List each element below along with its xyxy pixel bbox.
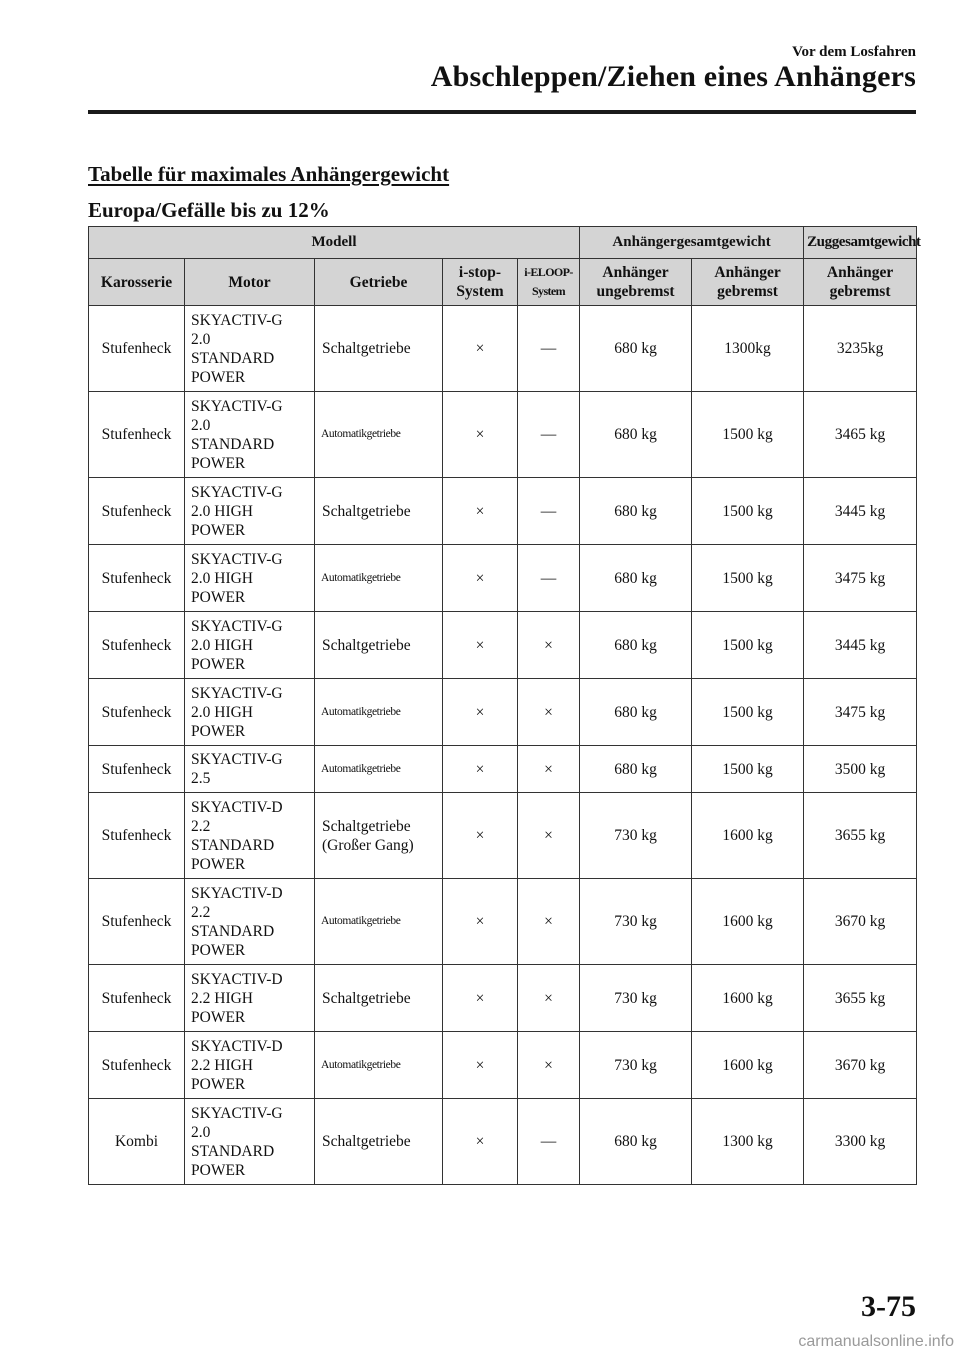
cell-transmission: Automatikgetriebe — [315, 392, 443, 478]
col-unbraked — [580, 259, 692, 306]
col-body-label: Karosserie — [100, 273, 173, 291]
cell-train-braked: 3475 kg — [804, 545, 917, 612]
cell-istop: × — [443, 612, 518, 679]
cell-unbraked: 680 kg — [580, 478, 692, 545]
cell-train-braked: 3500 kg — [804, 746, 917, 793]
table-body — [89, 306, 917, 1185]
cell-train-braked: 3445 kg — [804, 478, 917, 545]
cell-body: Stufenheck — [89, 879, 185, 965]
cell-body: Stufenheck — [89, 392, 185, 478]
cell-istop: × — [443, 545, 518, 612]
cell-engine: SKYACTIV-G 2.0 HIGH POWER — [185, 478, 315, 545]
watermark-text: carmanualsonline.info — [798, 1333, 954, 1350]
cell-body: Stufenheck — [89, 793, 185, 879]
cell-engine: SKYACTIV-D 2.2 HIGH POWER — [185, 1032, 315, 1099]
table-row — [89, 746, 917, 793]
cell-body: Kombi — [89, 1099, 185, 1185]
cell-transmission: Schaltgetriebe — [315, 612, 443, 679]
cell-unbraked: 730 kg — [580, 793, 692, 879]
table-row — [89, 545, 917, 612]
cell-transmission: Automatikgetriebe — [315, 679, 443, 746]
cell-ieloop: × — [518, 793, 580, 879]
cell-transmission: Schaltgetriebe — [315, 965, 443, 1032]
cell-train-braked: 3235kg — [804, 306, 917, 392]
cell-istop: × — [443, 306, 518, 392]
cell-ieloop: — — [518, 545, 580, 612]
cell-unbraked: 680 kg — [580, 545, 692, 612]
cell-body: Stufenheck — [89, 545, 185, 612]
cell-ieloop: — — [518, 1099, 580, 1185]
col-transmission-label: Getriebe — [349, 273, 408, 291]
table-row — [89, 1099, 917, 1185]
running-header-section: Vor dem Losfahren — [792, 44, 916, 60]
cell-braked: 1600 kg — [692, 793, 804, 879]
cell-braked: 1500 kg — [692, 545, 804, 612]
cell-istop: × — [443, 746, 518, 793]
cell-braked: 1500 kg — [692, 746, 804, 793]
cell-train-braked: 3300 kg — [804, 1099, 917, 1185]
cell-istop: × — [443, 478, 518, 545]
cell-body: Stufenheck — [89, 1032, 185, 1099]
trailer-weight-table — [88, 226, 921, 1185]
cell-body: Stufenheck — [89, 478, 185, 545]
col-istop-label: i-stop- System — [456, 264, 504, 300]
cell-braked: 1500 kg — [692, 612, 804, 679]
cell-engine: SKYACTIV-G 2.0 STANDARD POWER — [185, 306, 315, 392]
cell-istop: × — [443, 879, 518, 965]
cell-engine: SKYACTIV-G 2.0 STANDARD POWER — [185, 392, 315, 478]
cell-train-braked: 3465 kg — [804, 392, 917, 478]
header-rule — [88, 110, 916, 114]
col-train-braked-label: Anhänger gebremst — [826, 264, 894, 300]
cell-ieloop: — — [518, 478, 580, 545]
cell-unbraked: 680 kg — [580, 306, 692, 392]
col-train-braked — [804, 259, 917, 306]
cell-train-braked: 3475 kg — [804, 679, 917, 746]
cell-engine: SKYACTIV-D 2.2 STANDARD POWER — [185, 879, 315, 965]
cell-unbraked: 730 kg — [580, 1032, 692, 1099]
cell-braked: 1500 kg — [692, 679, 804, 746]
cell-ieloop: × — [518, 679, 580, 746]
col-engine-label: Motor — [228, 273, 271, 291]
cell-braked: 1300 kg — [692, 1099, 804, 1185]
subsection-title: Europa/Gefälle bis zu 12% — [88, 198, 330, 222]
cell-braked: 1600 kg — [692, 1032, 804, 1099]
col-engine — [185, 259, 315, 306]
cell-engine: SKYACTIV-G 2.0 STANDARD POWER — [185, 1099, 315, 1185]
table-row — [89, 306, 917, 392]
col-ieloop-label: i-ELOOP- System — [524, 265, 573, 298]
cell-engine: SKYACTIV-G 2.5 — [185, 746, 315, 793]
cell-istop: × — [443, 965, 518, 1032]
cell-ieloop: — — [518, 306, 580, 392]
cell-body: Stufenheck — [89, 965, 185, 1032]
cell-train-braked: 3445 kg — [804, 612, 917, 679]
cell-unbraked: 680 kg — [580, 392, 692, 478]
cell-train-braked: 3670 kg — [804, 879, 917, 965]
cell-ieloop: × — [518, 1032, 580, 1099]
cell-engine: SKYACTIV-G 2.0 HIGH POWER — [185, 612, 315, 679]
table-row — [89, 1032, 917, 1099]
page-number: 3-75 — [861, 1290, 916, 1323]
header-model: Modell — [89, 227, 580, 259]
table-row — [89, 879, 917, 965]
cell-unbraked: 730 kg — [580, 879, 692, 965]
cell-ieloop: × — [518, 612, 580, 679]
cell-ieloop: — — [518, 392, 580, 478]
cell-unbraked: 680 kg — [580, 746, 692, 793]
cell-unbraked: 730 kg — [580, 965, 692, 1032]
cell-engine: SKYACTIV-D 2.2 STANDARD POWER — [185, 793, 315, 879]
cell-transmission: Schaltgetriebe — [315, 306, 443, 392]
cell-transmission: Schaltgetriebe (Großer Gang) — [315, 793, 443, 879]
cell-train-braked: 3655 kg — [804, 793, 917, 879]
cell-engine: SKYACTIV-D 2.2 HIGH POWER — [185, 965, 315, 1032]
table-row — [89, 965, 917, 1032]
cell-ieloop: × — [518, 746, 580, 793]
cell-transmission: Schaltgetriebe — [315, 1099, 443, 1185]
cell-engine: SKYACTIV-G 2.0 HIGH POWER — [185, 679, 315, 746]
cell-ieloop: × — [518, 965, 580, 1032]
running-header-title: Abschleppen/Ziehen eines Anhängers — [430, 60, 916, 93]
table-row — [89, 612, 917, 679]
cell-transmission: Automatikgetriebe — [315, 545, 443, 612]
cell-braked: 1600 kg — [692, 879, 804, 965]
cell-ieloop: × — [518, 879, 580, 965]
cell-unbraked: 680 kg — [580, 612, 692, 679]
col-ieloop — [518, 259, 580, 306]
table-row — [89, 679, 917, 746]
col-transmission — [315, 259, 443, 306]
cell-istop: × — [443, 793, 518, 879]
cell-braked: 1500 kg — [692, 478, 804, 545]
cell-body: Stufenheck — [89, 746, 185, 793]
cell-unbraked: 680 kg — [580, 1099, 692, 1185]
cell-train-braked: 3655 kg — [804, 965, 917, 1032]
cell-braked: 1600 kg — [692, 965, 804, 1032]
cell-body: Stufenheck — [89, 679, 185, 746]
table-header — [89, 227, 921, 306]
cell-transmission: Automatikgetriebe — [315, 879, 443, 965]
cell-transmission: Schaltgetriebe — [315, 478, 443, 545]
table-row — [89, 793, 917, 879]
cell-braked: 1500 kg — [692, 392, 804, 478]
section-title: Tabelle für maximales Anhängergewicht — [88, 162, 450, 186]
cell-unbraked: 680 kg — [580, 679, 692, 746]
cell-engine: SKYACTIV-G 2.0 HIGH POWER — [185, 545, 315, 612]
cell-istop: × — [443, 679, 518, 746]
header-train-total: Zuggesamtgewicht — [804, 227, 917, 259]
cell-istop: × — [443, 1099, 518, 1185]
cell-transmission: Automatikgetriebe — [315, 746, 443, 793]
cell-body: Stufenheck — [89, 306, 185, 392]
col-unbraked-label: Anhänger ungebremst — [596, 264, 675, 300]
table-row — [89, 478, 917, 545]
cell-braked: 1300kg — [692, 306, 804, 392]
col-istop — [443, 259, 518, 306]
cell-train-braked: 3670 kg — [804, 1032, 917, 1099]
cell-transmission: Automatikgetriebe — [315, 1032, 443, 1099]
table-row — [89, 392, 917, 478]
cell-body: Stufenheck — [89, 612, 185, 679]
col-braked — [692, 259, 804, 306]
cell-istop: × — [443, 392, 518, 478]
col-braked-label: Anhänger gebremst — [714, 264, 781, 300]
header-trailer-total: Anhängergesamtgewicht — [580, 227, 804, 259]
cell-istop: × — [443, 1032, 518, 1099]
col-body — [89, 259, 185, 306]
